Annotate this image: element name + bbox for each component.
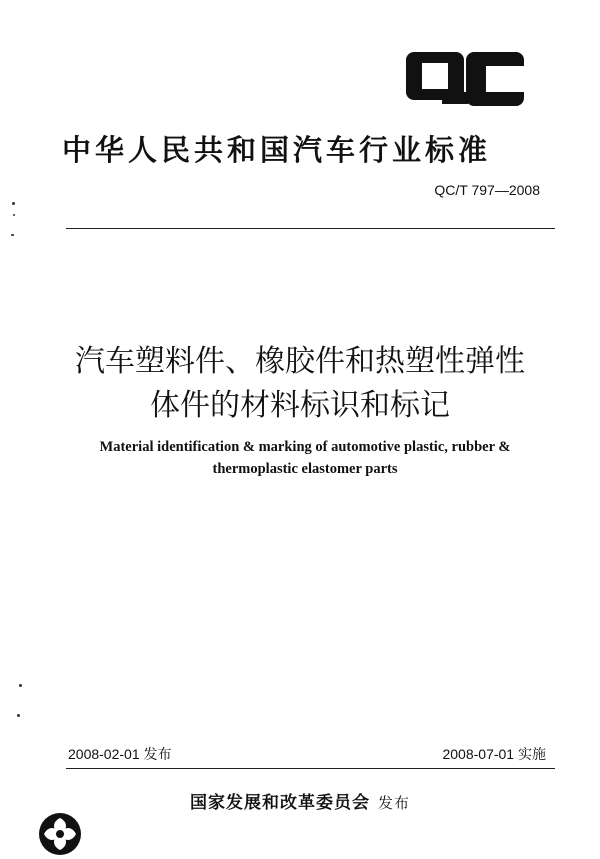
- scan-speck: [13, 214, 15, 216]
- bottom-divider: [66, 768, 555, 769]
- issuer: [0, 788, 600, 813]
- scan-speck: [19, 684, 22, 687]
- scan-speck: [11, 234, 14, 236]
- title-english-line1: Material identification & marking of automotive plastic, rubber &: [99, 439, 511, 455]
- qc-logo: [406, 52, 524, 106]
- title-chinese: [0, 340, 600, 428]
- issuer-name: 国家发展和改革委员会: [189, 793, 370, 813]
- title-english: [0, 436, 600, 480]
- title-chinese-line1: 汽车塑料件、橡胶件和热塑性弹性: [75, 344, 525, 379]
- scan-speck: [17, 714, 20, 717]
- standard-number: QC/T 797—2008: [434, 182, 540, 198]
- scan-speck: [12, 202, 15, 205]
- publisher-emblem-icon: [38, 812, 82, 856]
- title-english-line2: thermoplastic elastomer parts: [212, 461, 398, 477]
- publish-date: 2008-02-01 发布: [68, 746, 172, 762]
- top-divider: [66, 228, 555, 229]
- standard-category: 中华人民共和国汽车行业标准: [62, 133, 492, 167]
- title-chinese-line2: 体件的材料标识和标记: [150, 388, 450, 423]
- implement-date: 2008-07-01 实施: [442, 746, 546, 762]
- issuer-verb: 发布: [377, 794, 410, 812]
